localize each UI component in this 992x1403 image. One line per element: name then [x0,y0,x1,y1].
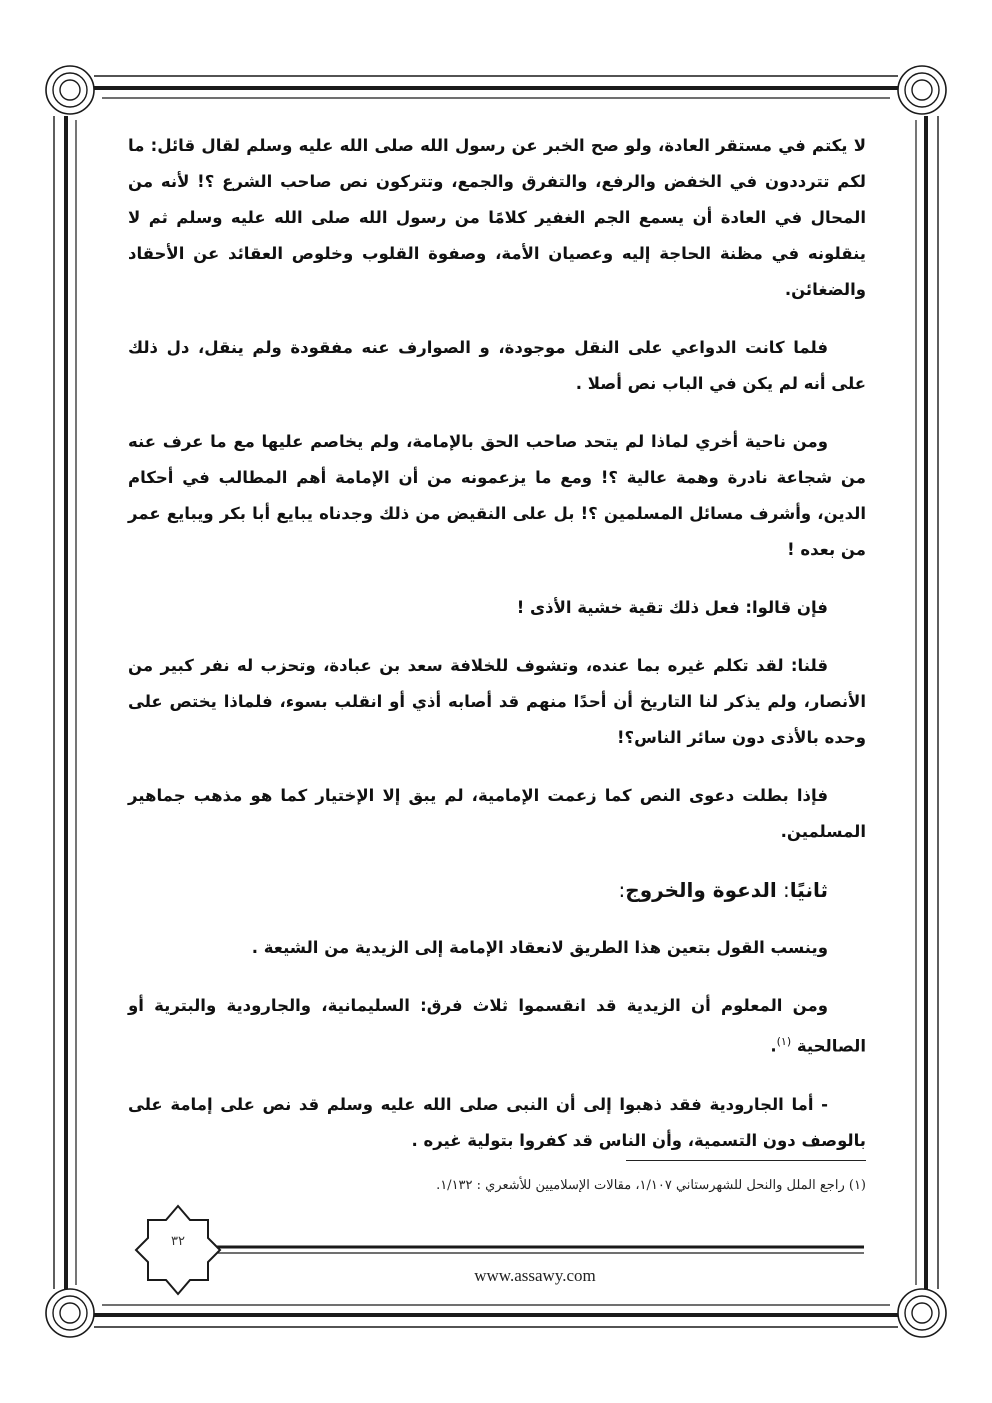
paragraph-1: لا يكتم في مستقر العادة، ولو صح الخبر عن رسول الله صلى الله عليه وسلم لقال قائل: ما لكم تترددون في الخفض والرفع، والتفرق والجمع، وتتركون نص صاحب الشرع ؟! لأنه من المحال في العادة أن يسمع الجم الغفير كلامًا من رسول الله صلى الله عليه وسلم ثم لا ينقلونه في مظنة الحاجة إليه وعصيان الأمة، وصفوة القلوب وخلوص العقائد عن الأحقاد والضغائن. [128,136,866,299]
paragraph-2: فلما كانت الدواعي على النقل موجودة، و الصوارف عنه مفقودة ولم ينقل، دل ذلك على أنه لم يكن في الباب نص أصلا . [128,338,866,393]
paragraph-3: ومن ناحية أخري لماذا لم يتحد صاحب الحق بالإمامة، ولم يخاصم عليها مع ما عرف عنه من شجاعة نادرة وهمة عالية ؟! ومع ما يزعمونه من أن الإمامة أهم المطالب في أحكام الدين، وأشرف مسائل المسلمين ؟! بل على النقيض من ذلك وجدناه يبايع أبا بكر ويبايع عمر من بعده ! [128,432,866,559]
footnote-reference: (١) [776,1035,792,1048]
corner-ornament-icon [46,1289,94,1337]
main-text [128,128,866,1181]
corner-ornament-icon [898,1289,946,1337]
paragraph-4: فإن قالوا: فعل ذلك تقية خشية الأذى ! [516,598,828,617]
heading-end: : [618,878,626,902]
heading-text: الدعوة والخروج [625,878,777,902]
paragraph-8 [128,988,866,1065]
section-heading [128,872,866,908]
sects-text: ومن المعلوم أن الزيدية قد انقسموا ثلاث فرق: السليمانية، والجارودية والبترية أو الصالحية [128,996,866,1056]
sects-end: . [770,1036,777,1056]
paragraph-9: - أما الجارودية فقد ذهبوا إلى أن النبى صلى الله عليه وسلم قد نص على إمامة على بالوصف دون التسمية، وأن الناس قد كفروا بتولية غيره . [128,1094,866,1150]
page-number-star-icon [136,1206,220,1294]
corner-ornament-icon [46,66,94,114]
paragraph-5: قلنا: لقد تكلم غيره بما عنده، وتشوف للخلافة سعد بن عبادة، وتحزب له نفر كبير من الأنصار، ولم يذكر لنا التاريخ أن أحدًا منهم قد أصابه أذي أو انقلب بسوء، فلماذا يختص على وحده بالأذى دون سائر الناس؟! [128,656,866,747]
website-url: www.assawy.com [474,1266,596,1285]
footnote: (١) راجع الملل والنحل للشهرستاني ١/١٠٧، مقالات الإسلاميين للأشعري : ١/١٣٢. [436,1178,866,1193]
corner-ornament-icon [898,66,946,114]
page-number: ٣٢ [171,1234,185,1249]
paragraph-7: وينسب القول بتعين هذا الطريق لانعقاد الإمامة إلى الزيدية من الشيعة . [251,938,828,957]
footnote-divider [626,1160,866,1161]
heading-label: ثانيًا [789,878,828,902]
paragraph-6: فإذا بطلت دعوى النص كما زعمت الإمامية، لم يبق إلا الإختيار كما هو مذهب جماهير المسلمين. [128,786,866,841]
heading-separator: : [776,878,790,902]
